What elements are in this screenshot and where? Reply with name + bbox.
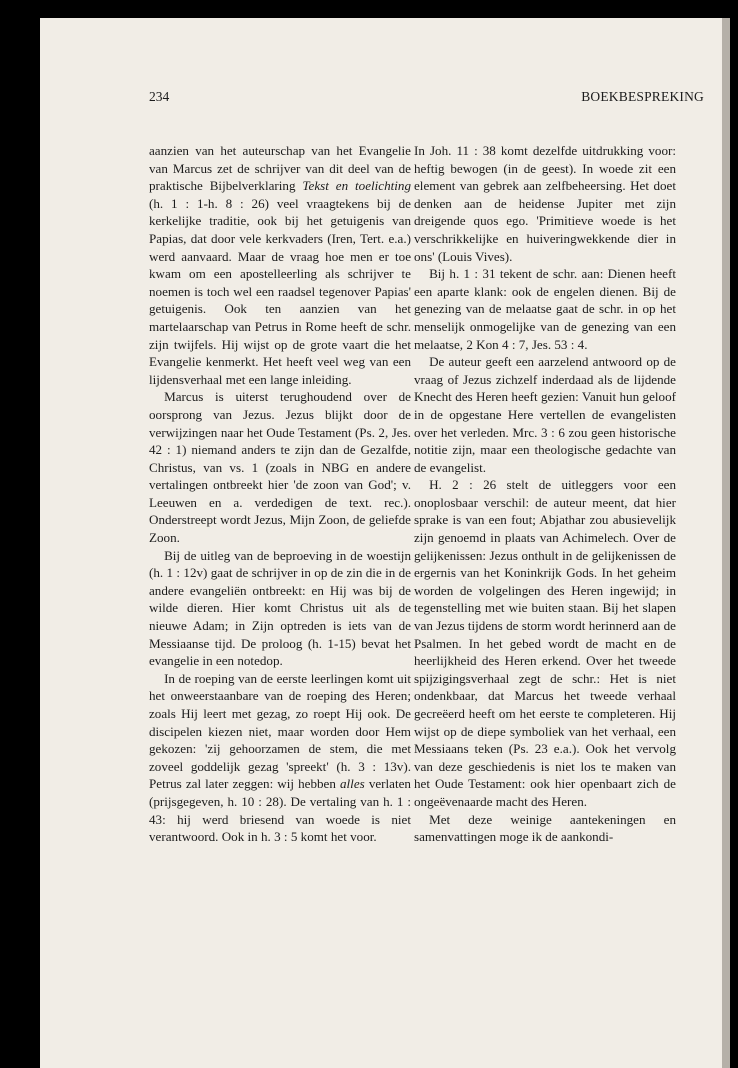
right-column xyxy=(414,142,676,846)
text-run: aanzien van het auteurschap van het Evangelie van Marcus zet de schrijver van dit deel van de praktische Bijbelverklaring xyxy=(149,143,411,194)
text-run: Bij h. 1 : 31 tekent de schr. aan: Dienen heeft een aparte klank: ook de engelen dienen. Bij de genezing van de melaatse gaat de schr. in op het menselijk onmogelijke van de genezing van een melaatse, 2 Kon 4 : 7, Jes. 53 : 4. xyxy=(414,266,676,352)
paragraph xyxy=(414,265,676,353)
page-number: 234 xyxy=(149,89,170,104)
paragraph xyxy=(414,476,676,810)
paragraph xyxy=(149,388,411,546)
left-column xyxy=(149,142,411,846)
text-run: H. 2 : 26 stelt de uitleggers voor een onoplosbaar verschil: de auteur meent, dat hier sprake is van een fout; Abjathar zou abusievelijk zijn genoemd in plaats van Achimelech. Over de gelijkenissen: Jezus onthult in de gelijkenissen de ergernis van het Koninkrijk Gods. In het geheim worden de volgelingen des Heren ingewijd; in tegenstelling met wie buiten staan. Bij het slapen van Jezus tijdens de storm wordt herinnerd aan de Psalmen. In het gebed wordt de macht en de heerlijkheid des Heren erkend. Over het tweede spijzigingsverhaal zegt de schr.: Het is niet ondenkbaar, dat Marcus het tweede verhaal gecreëerd heeft om het eerste te completeren. Hij wijst op de diepe symboliek van het verhaal, een Messiaans teken (Ps. 23 e.a.). Ook het vervolg van deze geschiedenis is niet los te maken van het Oude Testament: ook hier openbaart zich de ongeëvenaarde macht des Heren. xyxy=(414,477,676,809)
scan-edge xyxy=(722,18,730,1068)
paragraph xyxy=(149,670,411,846)
book-page xyxy=(40,18,730,1068)
paragraph xyxy=(414,353,676,476)
paragraph xyxy=(149,547,411,670)
page-header xyxy=(149,89,704,109)
text-run: In Joh. 11 : 38 komt dezelfde uitdrukking voor: heftig bewogen (in de geest). In woede zit een element van gebrek aan zelfbeheersing. Het doet denken aan de heidense Jupiter met zijn dreigende quos ego. 'Primitieve woede is het verschrikkelijke en huiveringwekkende dier in ons' (Louis Vives). xyxy=(414,143,676,264)
text-run: verlaten (prijsgegeven, h. 10 : 28). De vertaling van h. 1 : 43: hij werd briesend van woede is niet verantwoord. Ook in h. 3 : 5 komt het voor. xyxy=(149,776,411,845)
running-head: BOEKBESPREKING xyxy=(581,89,704,104)
text-run: Met deze weinige aantekeningen en samenvattingen moge ik de aankondi- xyxy=(414,811,676,845)
paragraph xyxy=(149,142,411,388)
paragraph xyxy=(414,811,676,846)
paragraph xyxy=(414,142,676,265)
text-run: Marcus is uiterst terughoudend over de oorsprong van Jezus. Jezus blijkt door de verwijzingen naar het Oude Testament (Ps. 2, Jes. 42 : 1) niemand anders te zijn dan de Gezalfde, Christus, van vs. 1 (zoals in NBG en andere vertalingen ontbreekt hier 'de zoon van God'; v. Leeuwen en a. verdedigen de text. rec.). Onderstreept wordt Jezus, Mijn Zoon, de geliefde Zoon. xyxy=(149,389,411,546)
text-run: De auteur geeft een aarzelend antwoord op de vraag of Jezus zichzelf inderdaad als de lijdende Knecht des Heren heeft gezien: Vanuit hun geloof in de opgestane Here vertellen de evangelisten over het verleden. Mrc. 3 : 6 zou geen historische notitie zijn, maar een theologische gedachte van de evangelist. xyxy=(414,354,676,475)
italic-text: alles xyxy=(340,776,365,792)
text-run: Bij de uitleg van de beproeving in de woestijn (h. 1 : 12v) gaat de schrijver in op de zin die in de andere evangeliën ontbreekt: en Hij was bij de wilde dieren. Hier komt Christus uit als de nieuwe Adam; in Zijn optreden is iets van de Messiaanse tijd. De proloog (h. 1-15) bevat het evangelie in een notedop. xyxy=(149,547,411,669)
italic-text: Tekst en toelichting xyxy=(302,178,412,194)
text-run: (h. 1 : 1-h. 8 : 26) veel vraagtekens bij de kerkelijke traditie, ook bij het getuigenis van Papias, dat door vele kerkvaders (Iren, Tert. e.a.) werd aanvaard. Maar de vraag hoe men er toe kwam om een apostelleerling als schrijver te noemen is toch wel een raadsel tegenover Papias' getuigenis. Ook ten aanzien van het martelaarschap van Petrus in Rome heeft de schr. zijn twijfels. Hij wijst op de grote vaart die het Evangelie kenmerkt. Het heeft veel weg van een lijdensverhaal met een lange inleiding. xyxy=(149,195,411,387)
text-run: In de roeping van de eerste leerlingen komt uit het onweerstaanbare van de roeping des Heren; zoals Hij leert met gezag, zo roept Hij ook. De discipelen kiezen niet, maar worden door Hem gekozen: 'zij gehoorzamen de stem, die met zoveel goddelijk gezag 'spreekt' (h. 3 : 13v). Petrus zal later zeggen: wij hebben xyxy=(149,670,411,792)
